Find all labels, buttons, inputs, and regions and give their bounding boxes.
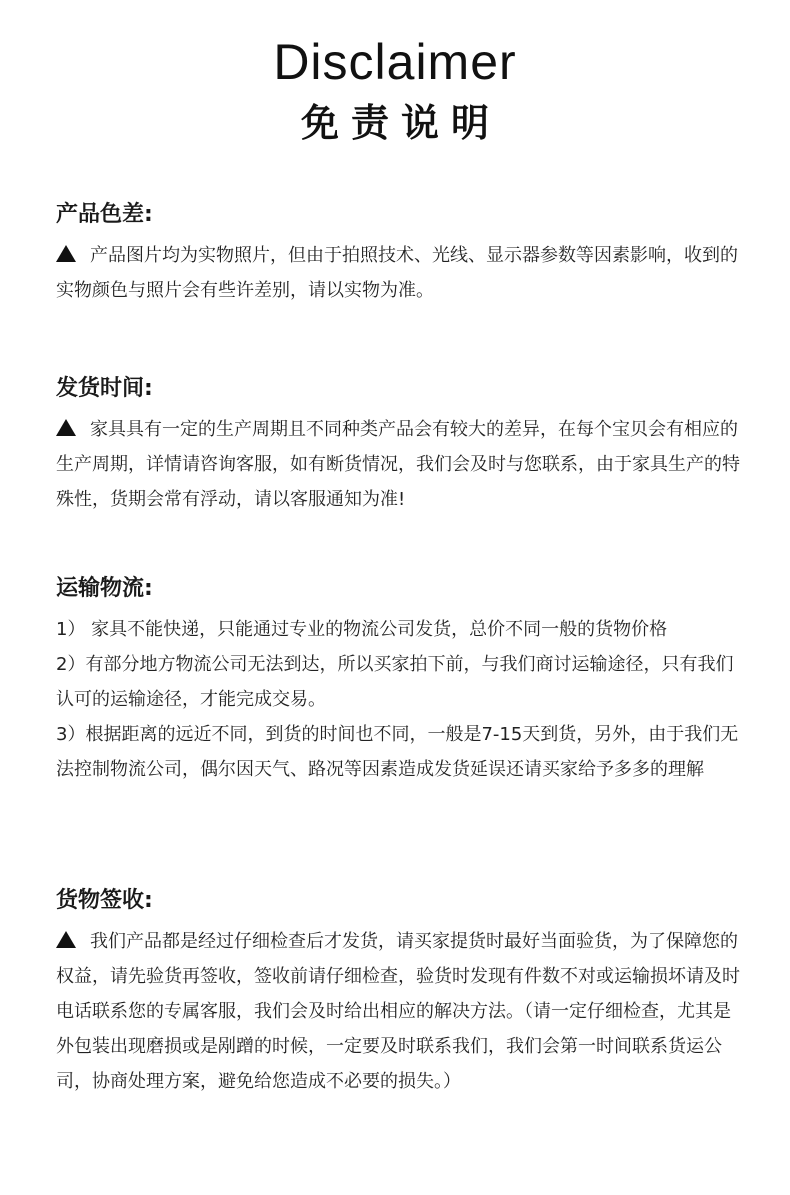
page-title-chinese: 免责说明 [300,101,501,145]
triangle-bullet-icon [56,419,76,436]
triangle-bullet-icon [56,245,76,262]
section-receipt [56,886,746,1099]
section-paragraph [56,238,746,308]
triangle-bullet-icon [56,931,76,948]
page-title-english: Disclaimer [273,34,517,90]
section-text: 家具具有一定的生产周期且不同种类产品会有较大的差异，在每个宝贝会有相应的生产周期，详情请咨询客服，如有断货情况，我们会及时与您联系，由于家具生产的特殊性，货期会常有浮动，请以客服通知为准! [56,419,740,510]
section-color-difference [56,200,746,308]
section-delivery-time [56,374,746,517]
section-paragraph [56,924,746,1099]
section-text: 我们产品都是经过仔细检查后才发货，请买家提货时最好当面验货，为了保障您的权益，请先验货再签收，签收前请仔细检查，验货时发现有件数不对或运输损坏请及时电话联系您的专属客服，我们会及时给出相应的解决方法。（请一定仔细检查，尤其是外包装出现磨损或是剐蹭的时候，一定要及时联系我们，我们会第一时间联系货运公司，协商处理方案，避免给您造成不必要的损失。） [56,931,740,1092]
section-shipping [56,574,746,787]
section-heading: 发货时间: [56,376,153,401]
section-paragraph [56,412,746,517]
list-item: 1） 家具不能快递，只能通过专业的物流公司发货，总价不同一般的货物价格 [56,619,668,640]
section-heading: 货物签收: [56,888,153,913]
list-item: 3）根据距离的远近不同，到货的时间也不同，一般是7-15天到货，另外，由于我们无法控制物流公司，偶尔因天气、路况等因素造成发货延误还请买家给予多多的理解 [56,724,739,780]
list-item: 2）有部分地方物流公司无法到达，所以买家拍下前，与我们商讨运输途径，只有我们认可的运输途径，才能完成交易。 [56,654,734,710]
section-heading: 运输物流: [56,576,153,601]
section-heading: 产品色差: [56,202,153,227]
section-text: 产品图片均为实物照片，但由于拍照技术、光线、显示器参数等因素影响，收到的实物颜色与照片会有些许差别，请以实物为准。 [56,245,738,301]
